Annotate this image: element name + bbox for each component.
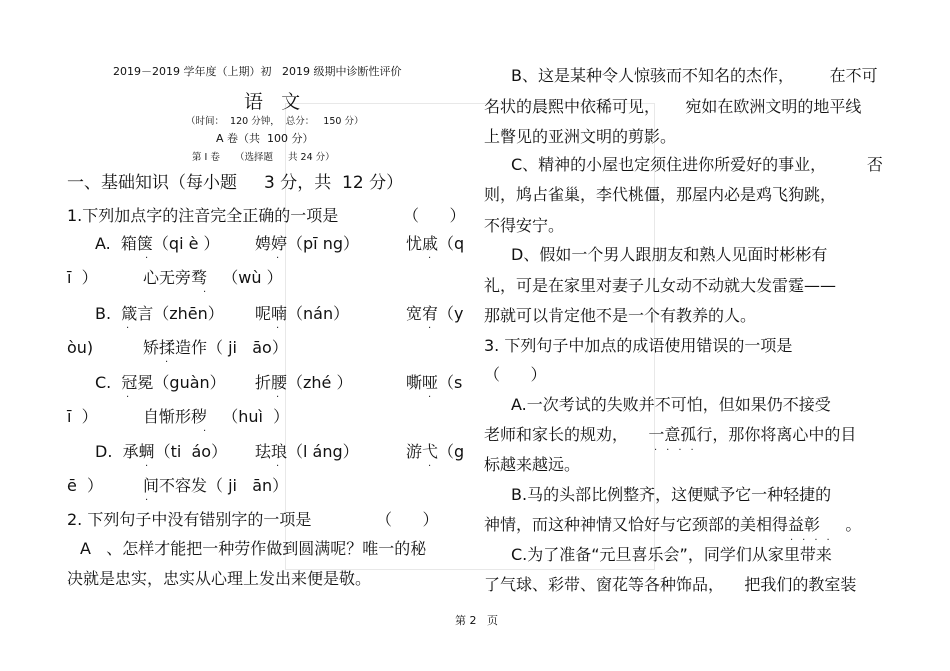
q1-option-d-1: D. 承蜩（ti áo） <box>95 442 228 461</box>
q1-option-a-3: 忧戚（q <box>406 234 465 253</box>
q1-option-d-3: 游弋（g <box>406 442 465 461</box>
question-3-bracket: （ ） <box>484 365 547 384</box>
q3-option-b-1: B.马的头部比例整齐，这便赋予它一种轻捷的 <box>511 485 832 504</box>
q2-option-c-3: 不得安宁。 <box>484 216 565 235</box>
emphasis-dot: · <box>276 392 289 403</box>
q2-option-b-2: 名状的晨熙中依稀可见， 宛如在欧洲文明的地平线 <box>484 97 862 116</box>
q1-option-a-1: A. 箱箧（qi è ） <box>95 234 220 253</box>
emphasis-dot: · <box>276 253 289 264</box>
emphasis-dot: · <box>165 357 178 368</box>
emphasis-dot: · <box>126 392 139 403</box>
question-1-bracket: （ ） <box>403 206 466 225</box>
q1-option-b-4: òu) <box>67 338 94 357</box>
question-2: 2. 下列句子中没有错别字的一项是 <box>67 510 312 529</box>
q3-option-b-2: 神情，而这种神情又恰好与它颈部的美相得益彰 。 <box>484 515 862 534</box>
emphasis-dot: ···· <box>654 445 703 456</box>
q2-option-c-1: C、精神的小屋也定须住进你所爱好的事业， 否 <box>511 155 883 174</box>
q3-option-a-2: 老师和家长的规劝， 一意孤行，那你将离心中的目 <box>484 425 857 444</box>
q1-option-c-4: ī ） <box>67 407 98 426</box>
q1-option-c-2: 折腰（zhé ） <box>255 373 353 392</box>
exam-title: 2019－2019 学年度（上期）初 2019 级期中诊断性评价 <box>113 65 402 78</box>
q2-option-b-1: B、这是某种令人惊骇而不知名的杰作， 在不可 <box>511 66 878 85</box>
emphasis-dot: · <box>428 392 441 403</box>
q1-option-a-2: 娉婷（pī ng） <box>255 234 359 253</box>
q1-option-d-4: ē ） <box>67 476 104 495</box>
emphasis-dot: · <box>145 495 158 506</box>
q3-option-c-2: 了气球、彩带、窗花等各种饰品， 把我们的教室装 <box>484 575 857 594</box>
section-1-heading: 一、基础知识（每小题 3 分，共 12 分） <box>67 173 404 193</box>
emphasis-dot: · <box>428 323 441 334</box>
page-number: 第 2 页 <box>455 614 498 627</box>
q1-option-c-5: 自惭形秽 （huì ） <box>143 407 290 426</box>
q2-option-a-2: 决就是忠实，忠实从心理上发出来便是敬。 <box>67 569 372 588</box>
question-1: 1.下列加点字的注音完全正确的一项是 <box>67 206 339 225</box>
volume-1: 第 I 卷 （选择题 共 24 分） <box>192 152 335 163</box>
emphasis-dot: · <box>276 461 289 472</box>
q3-option-c-1: C.为了准备“元旦喜乐会”，同学们从家里带来 <box>511 545 832 564</box>
q1-option-d-2: 珐琅（l áng） <box>255 442 359 461</box>
emphasis-dot: · <box>428 253 441 264</box>
question-3: 3. 下列句子中加点的成语使用错误的一项是 <box>484 336 793 355</box>
emphasis-dot: ···· <box>790 535 839 546</box>
emphasis-dot: · <box>276 323 289 334</box>
emphasis-dot: · <box>203 426 216 437</box>
q2-option-c-2: 则，鸠占雀巢，李代桃僵，那屋内必是鸡飞狗跳， <box>484 185 837 204</box>
q1-option-d-5: 间不容发（ ji ān） <box>143 476 289 495</box>
q2-option-d-3: 那就可以肯定他不是一个有教养的人。 <box>484 306 757 325</box>
q2-option-a-1: A 、怎样才能把一种劳作做到圆满呢？唯一的秘 <box>80 539 427 558</box>
q1-option-a-4: ī ） <box>67 268 98 287</box>
q1-option-c-3: 嘶哑（s <box>406 373 463 392</box>
q1-option-b-3: 宽宥（y <box>406 304 464 323</box>
q1-option-c-1: C. 冠冕（guàn） <box>95 373 226 392</box>
subject-title: 语 文 <box>244 91 301 113</box>
question-2-bracket: （ ） <box>376 510 439 529</box>
q1-option-a-5: 心无旁骛 （wù ） <box>143 268 283 287</box>
time-score: （时间： 120 分钟， 总分： 150 分） <box>186 116 364 127</box>
q1-option-b-2: 呢喃（nán） <box>255 304 350 323</box>
volume-a: A 卷（共 100 分） <box>216 132 314 145</box>
emphasis-dot: · <box>145 461 158 472</box>
emphasis-dot: · <box>428 461 441 472</box>
q1-option-b-5: 矫揉造作（ ji āo） <box>143 338 288 357</box>
emphasis-dot: · <box>145 253 158 264</box>
q2-option-d-1: D、假如一个男人跟朋友和熟人见面时彬彬有 <box>511 245 828 264</box>
q2-option-b-3: 上瞥见的亚洲文明的剪影。 <box>484 127 677 146</box>
emphasis-dot: · <box>203 287 216 298</box>
q2-option-d-2: 礼，可是在家里对妻子儿女动不动就大发雷霆—— <box>484 276 837 295</box>
q1-option-b-1: B. 箴言（zhēn） <box>95 304 224 323</box>
emphasis-dot: · <box>126 323 139 334</box>
q3-option-a-3: 标越来越远。 <box>484 455 581 474</box>
q3-option-a-1: A.一次考试的失败并不可怕，但如果仍不接受 <box>511 395 831 414</box>
